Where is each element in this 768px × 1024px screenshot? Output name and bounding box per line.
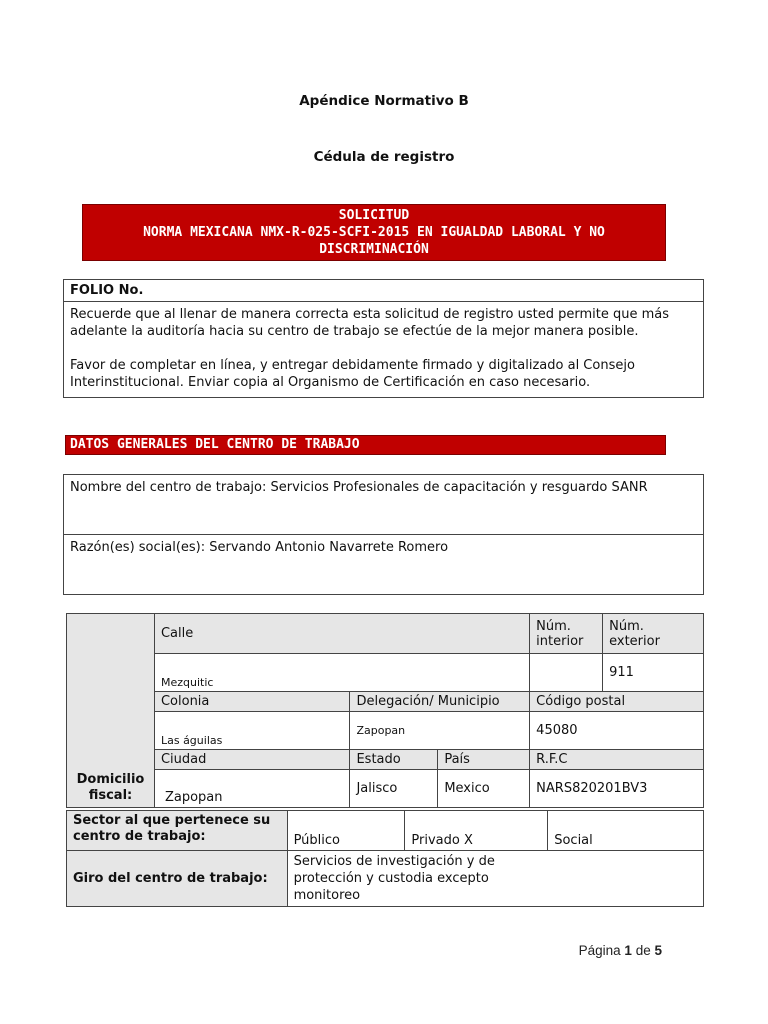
banner-line-1: SOLICITUD bbox=[338, 208, 410, 223]
document-subtitle: Cédula de registro bbox=[313, 149, 455, 165]
folio-box bbox=[63, 279, 704, 398]
folio-instructions-2: Favor de completar en línea, y entregar debidamente firmado y digitalizado al Consejo Interinstitucional. Enviar copia al Organismo de Certificación en caso necesario. bbox=[70, 358, 635, 390]
postal-code-label: Código postal bbox=[530, 692, 704, 712]
rfc-value: NARS820201BV3 bbox=[530, 770, 704, 808]
colonia-label: Colonia bbox=[154, 692, 349, 712]
banner-line-2: NORMA MEXICANA NMX-R-025-SCFI-2015 EN IGUALDAD LABORAL Y NO bbox=[143, 225, 605, 240]
city-value: Zapopan bbox=[154, 770, 349, 808]
fiscal-address-label: Domicilio fiscal: bbox=[67, 614, 155, 808]
state-value: Jalisco bbox=[350, 770, 438, 808]
interior-number-label: Núm. interior bbox=[530, 614, 603, 654]
workplace-name-field: Nombre del centro de trabajo: Servicios Profesionales de capacitación y resguardo SANR bbox=[63, 474, 704, 535]
exterior-number-value: 911 bbox=[603, 654, 704, 692]
state-label: Estado bbox=[350, 750, 438, 770]
sector-public-option: Público bbox=[287, 811, 405, 851]
folio-instructions-1: Recuerde que al llenar de manera correcta esta solicitud de registro usted permite que más adelante la auditoría hacia su centro de trabajo se efectúe de la mejor manera posible. bbox=[70, 307, 669, 339]
banner-line-3: DISCRIMINACIÓN bbox=[319, 242, 429, 257]
request-banner bbox=[82, 204, 666, 261]
business-activity-label: Giro del centro de trabajo: bbox=[67, 851, 288, 907]
street-label: Calle bbox=[154, 614, 529, 654]
colonia-value: Las águilas bbox=[154, 712, 349, 750]
sector-private-option: Privado X bbox=[405, 811, 548, 851]
interior-number-value bbox=[530, 654, 603, 692]
sector-label: Sector al que pertenece su centro de trabajo: bbox=[67, 811, 288, 851]
postal-code-value: 45080 bbox=[530, 712, 704, 750]
folio-label: FOLIO No. bbox=[64, 280, 703, 302]
business-name-field: Razón(es) social(es): Servando Antonio Navarrete Romero bbox=[63, 534, 704, 595]
appendix-title: Apéndice Normativo B bbox=[299, 93, 469, 109]
city-label: Ciudad bbox=[154, 750, 349, 770]
business-activity-value: Servicios de investigación y de protección y custodia excepto monitoreo bbox=[287, 851, 703, 907]
sector-social-option: Social bbox=[548, 811, 704, 851]
street-value: Mezquitic bbox=[154, 654, 529, 692]
rfc-label: R.F.C bbox=[530, 750, 704, 770]
municipality-value: Zapopan bbox=[350, 712, 530, 750]
municipality-label: Delegación/ Municipio bbox=[350, 692, 530, 712]
exterior-number-label: Núm. exterior bbox=[603, 614, 704, 654]
page-number: Página 1 de 5 bbox=[578, 943, 662, 958]
sector-table bbox=[66, 810, 704, 907]
country-label: País bbox=[438, 750, 530, 770]
fiscal-address-table bbox=[66, 613, 704, 808]
section-general-data-title: DATOS GENERALES DEL CENTRO DE TRABAJO bbox=[65, 435, 666, 455]
country-value: Mexico bbox=[438, 770, 530, 808]
